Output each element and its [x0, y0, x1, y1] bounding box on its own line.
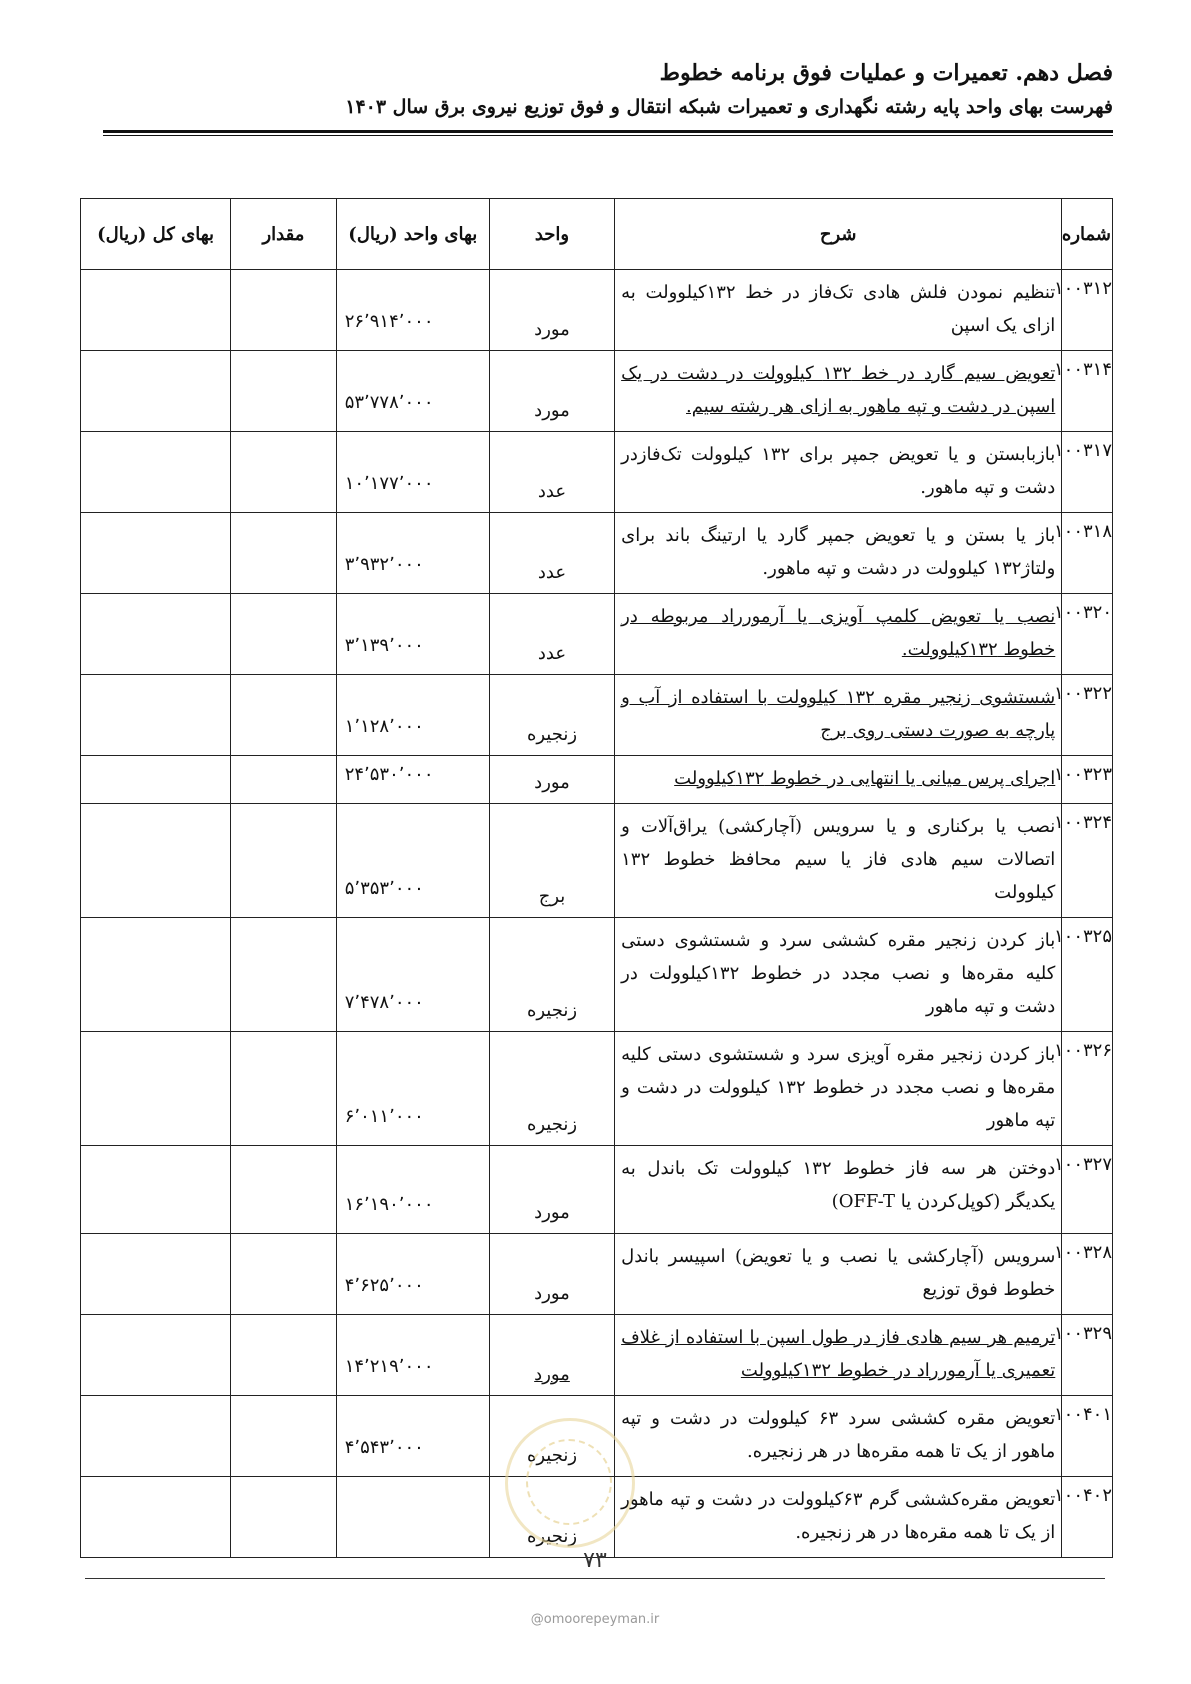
item-quantity — [231, 918, 337, 1032]
item-code: ۱۰۰۴۰۱ — [1062, 1396, 1113, 1477]
item-quantity — [231, 513, 337, 594]
item-unit-price: ۱۰٬۱۷۷٬۰۰۰ — [336, 432, 489, 513]
item-description: تعویض مقره‌کششی گرم ۶۳کیلوولت در دشت و تپه ماهور از یک تا همه مقره‌ها در هر زنجیره. — [615, 1477, 1062, 1558]
item-unit-price: ۳٬۹۳۲٬۰۰۰ — [336, 513, 489, 594]
chapter-title: فصل دهم. تعمیرات و عملیات فوق برنامه خطوط — [659, 60, 1113, 86]
price-list-table — [80, 198, 1113, 1558]
item-unit-price: ۴٬۵۴۳٬۰۰۰ — [336, 1396, 489, 1477]
item-quantity — [231, 1146, 337, 1234]
item-code: ۱۰۰۳۲۵ — [1062, 918, 1113, 1032]
col-header-code: شماره — [1062, 199, 1113, 270]
item-total — [81, 675, 231, 756]
footer-rule — [85, 1578, 1105, 1579]
col-header-unit-price: بهای واحد (ریال) — [336, 199, 489, 270]
item-unit: مورد — [489, 351, 614, 432]
page-number: ۷۳ — [583, 1548, 607, 1573]
item-unit: زنجیره — [489, 1032, 614, 1146]
item-description: نصب یا تعویض کلمپ آویزی یا آرمورراد مربوطه در خطوط ۱۳۲کیلوولت. — [615, 594, 1062, 675]
item-description: ترمیم هر سیم هادی فاز در طول اسپن با استفاده از غلاف تعمیری یا آرمورراد در خطوط ۱۳۲کیلوولت — [615, 1315, 1062, 1396]
item-quantity — [231, 756, 337, 804]
item-total — [81, 1146, 231, 1234]
item-total — [81, 432, 231, 513]
col-header-quantity: مقدار — [231, 199, 337, 270]
table-row — [81, 594, 1113, 675]
page-header — [103, 58, 1113, 122]
item-quantity — [231, 804, 337, 918]
item-code: ۱۰۰۳۱۲ — [1062, 270, 1113, 351]
table-row — [81, 270, 1113, 351]
item-code: ۱۰۰۳۲۷ — [1062, 1146, 1113, 1234]
item-description: شستشوی زنجیر مقره ۱۳۲ کیلوولت با استفاده از آب و پارچه به صورت دستی روی برج — [615, 675, 1062, 756]
item-unit: مورد — [489, 756, 614, 804]
item-code: ۱۰۰۳۱۷ — [1062, 432, 1113, 513]
item-unit: مورد — [489, 1315, 614, 1396]
item-unit-price: ۶٬۰۱۱٬۰۰۰ — [336, 1032, 489, 1146]
item-code: ۱۰۰۴۰۲ — [1062, 1477, 1113, 1558]
item-unit-price: ۱۶٬۱۹۰٬۰۰۰ — [336, 1146, 489, 1234]
item-total — [81, 513, 231, 594]
item-unit: مورد — [489, 270, 614, 351]
item-description: بازبابستن و یا تعویض جمپر برای ۱۳۲ کیلوولت تک‌فازدر دشت و تپه ماهور. — [615, 432, 1062, 513]
item-description: تعویض سیم گارد در خط ۱۳۲ کیلوولت در دشت در یک اسپن در دشت و تپه ماهور به ازای هر رشته سیم. — [615, 351, 1062, 432]
item-description: تنظیم نمودن فلش هادی تک‌فاز در خط ۱۳۲کیلوولت به ازای یک اسپن — [615, 270, 1062, 351]
table-row — [81, 1032, 1113, 1146]
item-code: ۱۰۰۳۲۳ — [1062, 756, 1113, 804]
header-rule-thin — [103, 135, 1113, 136]
item-unit-price: ۲۶٬۹۱۴٬۰۰۰ — [336, 270, 489, 351]
item-unit: مورد — [489, 1146, 614, 1234]
item-description: اجرای پرس میانی یا انتهایی در خطوط ۱۳۲کیلوولت — [615, 756, 1062, 804]
item-quantity — [231, 1234, 337, 1315]
item-total — [81, 1396, 231, 1477]
item-unit-price: ۵۳٬۷۷۸٬۰۰۰ — [336, 351, 489, 432]
item-quantity — [231, 1032, 337, 1146]
item-quantity — [231, 351, 337, 432]
item-unit: برج — [489, 804, 614, 918]
item-total — [81, 918, 231, 1032]
item-description: دوختن هر سه فاز خطوط ۱۳۲ کیلوولت تک باندل به یکدیگر (کوپل‌کردن یا OFF-T) — [615, 1146, 1062, 1234]
item-code: ۱۰۰۳۲۰ — [1062, 594, 1113, 675]
item-description: باز کردن زنجیر مقره کششی سرد و شستشوی دستی کلیه مقره‌ها و نصب مجدد در خطوط ۱۳۲کیلوولت در دشت و تپه ماهور — [615, 918, 1062, 1032]
item-unit: زنجیره — [489, 1477, 614, 1558]
item-description: باز کردن زنجیر مقره آویزی سرد و شستشوی دستی کلیه مقره‌ها و نصب مجدد در خطوط ۱۳۲ کیلوولت در دشت و تپه ماهور — [615, 1032, 1062, 1146]
item-unit-price: ۷٬۴۷۸٬۰۰۰ — [336, 918, 489, 1032]
table-row — [81, 351, 1113, 432]
item-quantity — [231, 675, 337, 756]
item-unit: زنجیره — [489, 675, 614, 756]
item-unit-price — [336, 1477, 489, 1558]
table-body — [81, 270, 1113, 1558]
item-total — [81, 804, 231, 918]
item-unit: عدد — [489, 513, 614, 594]
item-total — [81, 1032, 231, 1146]
col-header-unit: واحد — [489, 199, 614, 270]
item-unit: زنجیره — [489, 918, 614, 1032]
list-title: فهرست بهای واحد پایه رشته نگهداری و تعمیرات شبکه انتقال و فوق توزیع نیروی برق سال ۱۴۰۳ — [345, 96, 1113, 118]
header-rule-thick — [103, 130, 1113, 133]
item-unit-price: ۱۴٬۲۱۹٬۰۰۰ — [336, 1315, 489, 1396]
item-description: نصب یا برکناری و یا سرویس (آچارکشی) یراق‌آلات و اتصالات سیم هادی فاز یا سیم محافظ خطوط ۱۳۲ کیلوولت — [615, 804, 1062, 918]
item-code: ۱۰۰۳۲۲ — [1062, 675, 1113, 756]
item-total — [81, 351, 231, 432]
table-row — [81, 1315, 1113, 1396]
table-row — [81, 675, 1113, 756]
item-unit: عدد — [489, 432, 614, 513]
item-unit: زنجیره — [489, 1396, 614, 1477]
item-unit-price: ۱٬۱۲۸٬۰۰۰ — [336, 675, 489, 756]
watermark-text: @omoorepeyman.ir — [530, 1612, 660, 1627]
item-description: باز یا بستن و یا تعویض جمپر گارد یا ارتینگ باند برای ولتاژ۱۳۲ کیلوولت در دشت و تپه ماهور. — [615, 513, 1062, 594]
item-unit-price: ۳٬۱۳۹٬۰۰۰ — [336, 594, 489, 675]
item-unit: مورد — [489, 1234, 614, 1315]
item-total — [81, 1477, 231, 1558]
table-row — [81, 1146, 1113, 1234]
col-header-description: شرح — [615, 199, 1062, 270]
item-unit-price: ۵٬۳۵۳٬۰۰۰ — [336, 804, 489, 918]
item-quantity — [231, 270, 337, 351]
item-total — [81, 756, 231, 804]
col-header-total: بهای کل (ریال) — [81, 199, 231, 270]
item-description: تعویض مقره کششی سرد ۶۳ کیلوولت در دشت و تپه ماهور از یک تا همه مقره‌ها در هر زنجیره. — [615, 1396, 1062, 1477]
item-unit: عدد — [489, 594, 614, 675]
item-unit-price: ۴٬۶۲۵٬۰۰۰ — [336, 1234, 489, 1315]
table-row — [81, 756, 1113, 804]
item-description: سرویس (آچارکشی یا نصب و یا تعویض) اسپیسر باندل خطوط فوق توزیع — [615, 1234, 1062, 1315]
item-quantity — [231, 1315, 337, 1396]
item-quantity — [231, 594, 337, 675]
table-row — [81, 1234, 1113, 1315]
item-unit-price: ۲۴٬۵۳۰٬۰۰۰ — [336, 756, 489, 804]
table-row — [81, 918, 1113, 1032]
item-total — [81, 270, 231, 351]
item-code: ۱۰۰۳۲۸ — [1062, 1234, 1113, 1315]
item-quantity — [231, 1477, 337, 1558]
item-total — [81, 1315, 231, 1396]
item-total — [81, 1234, 231, 1315]
item-quantity — [231, 432, 337, 513]
table-row — [81, 513, 1113, 594]
table-header-row — [81, 199, 1113, 270]
item-quantity — [231, 1396, 337, 1477]
item-code: ۱۰۰۳۲۶ — [1062, 1032, 1113, 1146]
item-code: ۱۰۰۳۱۴ — [1062, 351, 1113, 432]
item-code: ۱۰۰۳۱۸ — [1062, 513, 1113, 594]
table-row — [81, 432, 1113, 513]
item-code: ۱۰۰۳۲۹ — [1062, 1315, 1113, 1396]
item-code: ۱۰۰۳۲۴ — [1062, 804, 1113, 918]
item-total — [81, 594, 231, 675]
seal-stamp — [505, 1418, 635, 1548]
table-row — [81, 804, 1113, 918]
